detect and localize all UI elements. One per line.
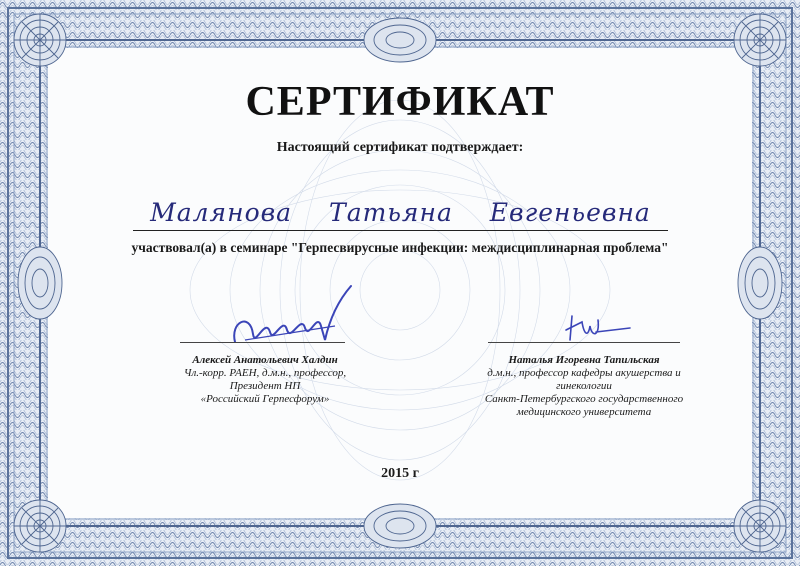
signer-left-title-2: Президент НП — [229, 380, 301, 392]
signer-right — [478, 354, 690, 419]
certificate-year: 2015 г — [381, 466, 419, 481]
signer-left-name: Алексей Анатольевич Халдин — [192, 354, 338, 366]
confirms-text: Настоящий сертификат подтверждает: — [276, 140, 524, 155]
signer-right-title-4: медицинского университета — [516, 406, 652, 418]
recipient-name: Малянова Татьяна Евгеньевна — [150, 198, 651, 227]
signer-right-title-2: гинекологии — [556, 380, 612, 392]
signer-left-title-3: «Российский Герпесфорум» — [200, 393, 330, 405]
participation-text: участвовал(а) в семинаре "Герпесвирусные инфекции: междисциплинарная проблема" — [131, 240, 669, 255]
signature-line-left — [180, 342, 345, 343]
signer-left-title-1: Чл.-корр. РАЕН, д.м.н., профессор, — [183, 367, 347, 379]
signature-left-icon — [225, 282, 355, 354]
signer-right-name: Наталья Игоревна Тапильская — [508, 354, 660, 366]
signature-line-right — [488, 342, 680, 343]
name-underline — [133, 230, 668, 231]
signer-left — [165, 354, 365, 406]
signer-right-title-3: Санкт-Петербургского государственного — [484, 393, 684, 405]
certificate-title: СЕРТИФИКАТ — [245, 79, 555, 125]
signer-right-title-1: д.м.н., профессор кафедры акушерства и — [487, 367, 681, 379]
